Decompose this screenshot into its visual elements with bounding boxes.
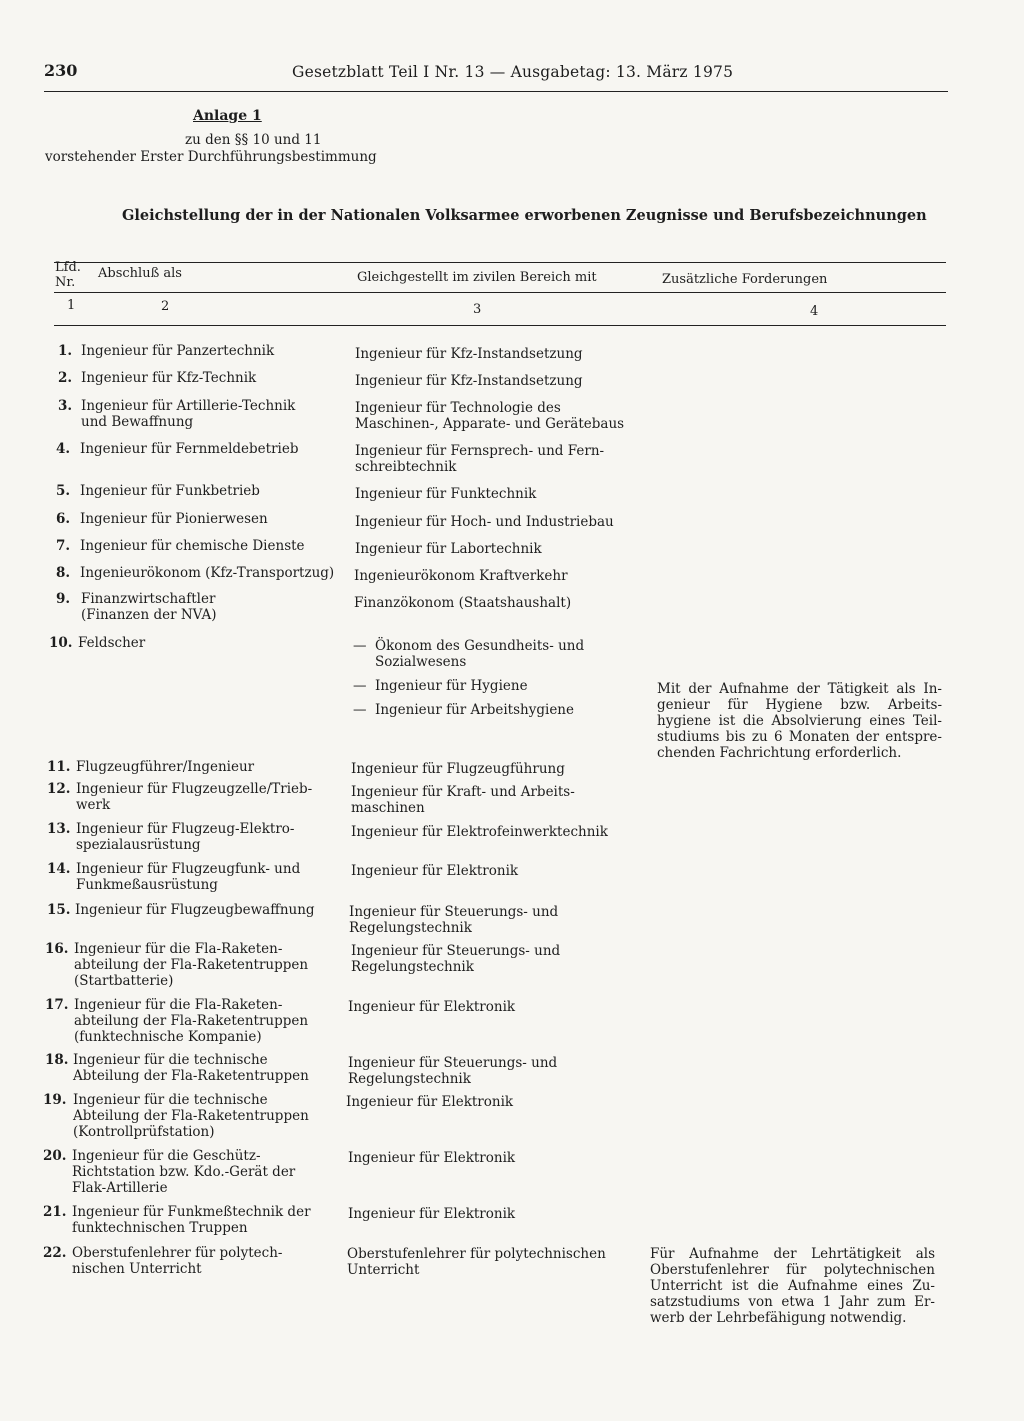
annex-reference-line-1: zu den §§ 10 und 11 (185, 132, 322, 148)
gleichgestellt-text: Ingenieur für Elektronik (348, 1150, 516, 1166)
gleichgestellt-text: Ingenieur für Elektronik (351, 863, 519, 879)
abschluss-text: Ingenieurökonom (Kfz-Transportzug) (80, 565, 335, 581)
feldscher-equivalent-text: Ingenieur für Hygiene (375, 678, 528, 694)
abschluss-text: Ingenieur für Flugzeug-Elektro- (76, 821, 295, 837)
note-row-10 (657, 681, 942, 761)
abschluss-text: Ingenieur für Flugzeugbewaffnung (75, 902, 315, 918)
gleichgestellt-text: Ingenieur für Funktechnik (355, 486, 537, 502)
row-number: 15. (47, 902, 71, 918)
row-number: 13. (47, 821, 71, 837)
abschluss-text: Ingenieur für die technische (73, 1052, 268, 1068)
table-top-rule (54, 262, 946, 263)
gleichgestellt-text: Ingenieur für Steuerungs- und (349, 904, 559, 920)
row-number: 6. (56, 511, 71, 527)
row-number: 1. (58, 343, 73, 359)
column-number-4: 4 (810, 304, 819, 319)
gleichgestellt-text: Ingenieur für Elektronik (348, 999, 516, 1015)
gleichgestellt-text: Ingenieur für Elektrofeinwerktechnik (351, 824, 608, 840)
abschluss-text: spezialausrüstung (76, 837, 201, 853)
note-line: Oberstufenlehrer für polytechnischen (650, 1262, 935, 1278)
feldscher-equivalent-text: Ökonom des Gesundheits- und (375, 638, 585, 654)
abschluss-text: (Kontrollprüfstation) (73, 1124, 215, 1140)
annex-label: Anlage 1 (193, 108, 262, 124)
note-line: Unterricht ist die Aufnahme eines Zu- (650, 1278, 935, 1294)
note-row-22 (650, 1246, 935, 1326)
note-line: genieur für Hygiene bzw. Arbeits- (657, 697, 942, 713)
row-number: 18. (45, 1052, 69, 1068)
header-lfd: Lfd. (55, 260, 81, 275)
gleichgestellt-text: Ingenieur für Steuerungs- und (348, 1055, 558, 1071)
row-number: 21. (43, 1204, 67, 1220)
row-number: 7. (56, 538, 71, 554)
gleichgestellt-text: Maschinen-, Apparate- und Gerätebaus (355, 416, 625, 432)
abschluss-text: Ingenieur für Artillerie-Technik (81, 398, 296, 414)
abschluss-text: Abteilung der Fla-Raketentruppen (73, 1108, 309, 1124)
abschluss-text: Ingenieur für Kfz-Technik (81, 370, 257, 386)
abschluss-text: nischen Unterricht (72, 1261, 202, 1277)
abschluss-text: Ingenieur für die Fla-Raketen- (74, 997, 283, 1013)
gleichgestellt-text: Ingenieurökonom Kraftverkehr (354, 568, 568, 584)
note-line: chenden Fachrichtung erforderlich. (657, 745, 902, 761)
note-line: studiums bis zu 6 Monaten der entspre- (657, 729, 942, 745)
feldscher-equivalent-text: Ingenieur für Arbeitshygiene (375, 702, 574, 718)
header-forderungen: Zusätzliche Forderungen (662, 272, 828, 287)
abschluss-text: Oberstufenlehrer für polytech- (72, 1245, 283, 1261)
abschluss-text: Ingenieur für Pionierwesen (80, 511, 268, 527)
gleichgestellt-text: Ingenieur für Flugzeugführung (351, 761, 565, 777)
abschluss-text: Feldscher (78, 635, 146, 651)
row-number: 22. (43, 1245, 67, 1261)
abschluss-text: Ingenieur für Flugzeugzelle/Trieb- (76, 781, 313, 797)
table-mid-rule (54, 292, 946, 293)
header-rule (44, 91, 948, 92)
gleichgestellt-text: Ingenieur für Kraft- und Arbeits- (351, 784, 575, 800)
gleichgestellt-text: Regelungstechnik (349, 920, 472, 936)
abschluss-text: Ingenieur für Panzertechnik (81, 343, 275, 359)
row-number: 10. (49, 635, 73, 651)
abschluss-text: werk (76, 797, 111, 813)
gleichgestellt-text: Regelungstechnik (348, 1071, 471, 1087)
row-number: 11. (47, 759, 71, 775)
abschluss-text: Richtstation bzw. Kdo.-Gerät der (72, 1164, 296, 1180)
row-number: 5. (56, 483, 71, 499)
abschluss-text: Ingenieur für die technische (73, 1092, 268, 1108)
abschluss-text: abteilung der Fla-Raketentruppen (74, 957, 309, 973)
gleichgestellt-text: Ingenieur für Steuerungs- und (351, 943, 561, 959)
gleichgestellt-text: Ingenieur für Kfz-Instandsetzung (355, 373, 583, 389)
gleichgestellt-text: schreibtechnik (355, 459, 457, 475)
abschluss-text: Ingenieur für Fernmeldebetrieb (80, 441, 299, 457)
abschluss-text: (Startbatterie) (74, 973, 174, 989)
abschluss-text: Ingenieur für die Fla-Raketen- (74, 941, 283, 957)
row-number: 3. (58, 398, 73, 414)
gleichgestellt-text: Unterricht (347, 1262, 420, 1278)
gleichgestellt-text: maschinen (351, 800, 425, 816)
header-abschluss: Abschluß als (98, 266, 182, 281)
row-number: 16. (45, 941, 69, 957)
gleichgestellt-text: Ingenieur für Kfz-Instandsetzung (355, 346, 583, 362)
table-header-bottom-rule (54, 325, 946, 326)
note-line: hygiene ist die Absolvierung eines Teil- (657, 713, 942, 729)
row-number: 19. (43, 1092, 67, 1108)
feldscher-equivalent-text: Sozialwesens (375, 654, 467, 670)
abschluss-text: Ingenieur für chemische Dienste (80, 538, 305, 554)
abschluss-text: und Bewaffnung (81, 414, 194, 430)
abschluss-text: Flugzeugführer/Ingenieur (76, 759, 255, 775)
running-header: Gesetzblatt Teil I Nr. 13 — Ausgabetag: 13. März 1975 (292, 63, 734, 81)
note-line: werb der Lehrbefähigung notwendig. (650, 1310, 907, 1326)
abschluss-text: (Finanzen der NVA) (81, 607, 217, 623)
gleichgestellt-text: Regelungstechnik (351, 959, 474, 975)
abschluss-text: abteilung der Fla-Raketentruppen (74, 1013, 309, 1029)
abschluss-text: (funktechnische Kompanie) (74, 1029, 262, 1045)
gleichgestellt-text: Ingenieur für Technologie des (355, 400, 561, 416)
abschluss-text: Ingenieur für Funkbetrieb (80, 483, 260, 499)
abschluss-text: Ingenieur für die Geschütz- (72, 1148, 261, 1164)
gleichgestellt-text: Finanzökonom (Staatshaushalt) (354, 595, 572, 611)
annex-reference-line-2: vorstehender Erster Durchführungsbestimmung (45, 149, 377, 165)
header-gleichgestellt: Gleichgestellt im zivilen Bereich mit (357, 270, 597, 285)
row-number: 17. (45, 997, 69, 1013)
abschluss-text: Funkmeßausrüstung (76, 877, 218, 893)
row-number: 2. (58, 370, 73, 386)
column-number-3: 3 (473, 302, 482, 317)
gleichgestellt-text: Ingenieur für Labortechnik (355, 541, 542, 557)
gleichgestellt-text: Ingenieur für Hoch- und Industriebau (355, 514, 614, 530)
gleichgestellt-text: Ingenieur für Fernsprech- und Fern- (355, 443, 605, 459)
row-number: 9. (56, 591, 71, 607)
row-number: 8. (56, 565, 71, 581)
column-number-2: 2 (161, 299, 170, 314)
row-number: 14. (47, 861, 71, 877)
row-number: 12. (47, 781, 71, 797)
row-number: 20. (43, 1148, 67, 1164)
note-line: satzstudiums von etwa 1 Jahr zum Er- (650, 1294, 935, 1310)
abschluss-text: Flak-Artillerie (72, 1180, 168, 1196)
gleichgestellt-text: Ingenieur für Elektronik (348, 1206, 516, 1222)
abschluss-text: Ingenieur für Flugzeugfunk- und (76, 861, 301, 877)
abschluss-text: Ingenieur für Funkmeßtechnik der (72, 1204, 311, 1220)
gleichgestellt-text: Oberstufenlehrer für polytechnischen (347, 1246, 606, 1262)
note-line: Für Aufnahme der Lehrtätigkeit als (650, 1246, 935, 1262)
list-dash: — (353, 702, 367, 718)
note-line: Mit der Aufnahme der Tätigkeit als In- (657, 681, 942, 697)
header-nr: Nr. (55, 275, 76, 290)
page-number: 230 (44, 61, 78, 80)
abschluss-text: funktechnischen Truppen (72, 1220, 248, 1236)
abschluss-text: Abteilung der Fla-Raketentruppen (73, 1068, 309, 1084)
list-dash: — (353, 678, 367, 694)
row-number: 4. (56, 441, 71, 457)
document-title: Gleichstellung der in der Nationalen Volksarmee erworbenen Zeugnisse und Berufsbezeichnungen (122, 207, 927, 224)
abschluss-text: Finanzwirtschaftler (81, 591, 216, 607)
column-number-1: 1 (67, 298, 76, 313)
gleichgestellt-text: Ingenieur für Elektronik (346, 1094, 514, 1110)
list-dash: — (353, 638, 367, 654)
